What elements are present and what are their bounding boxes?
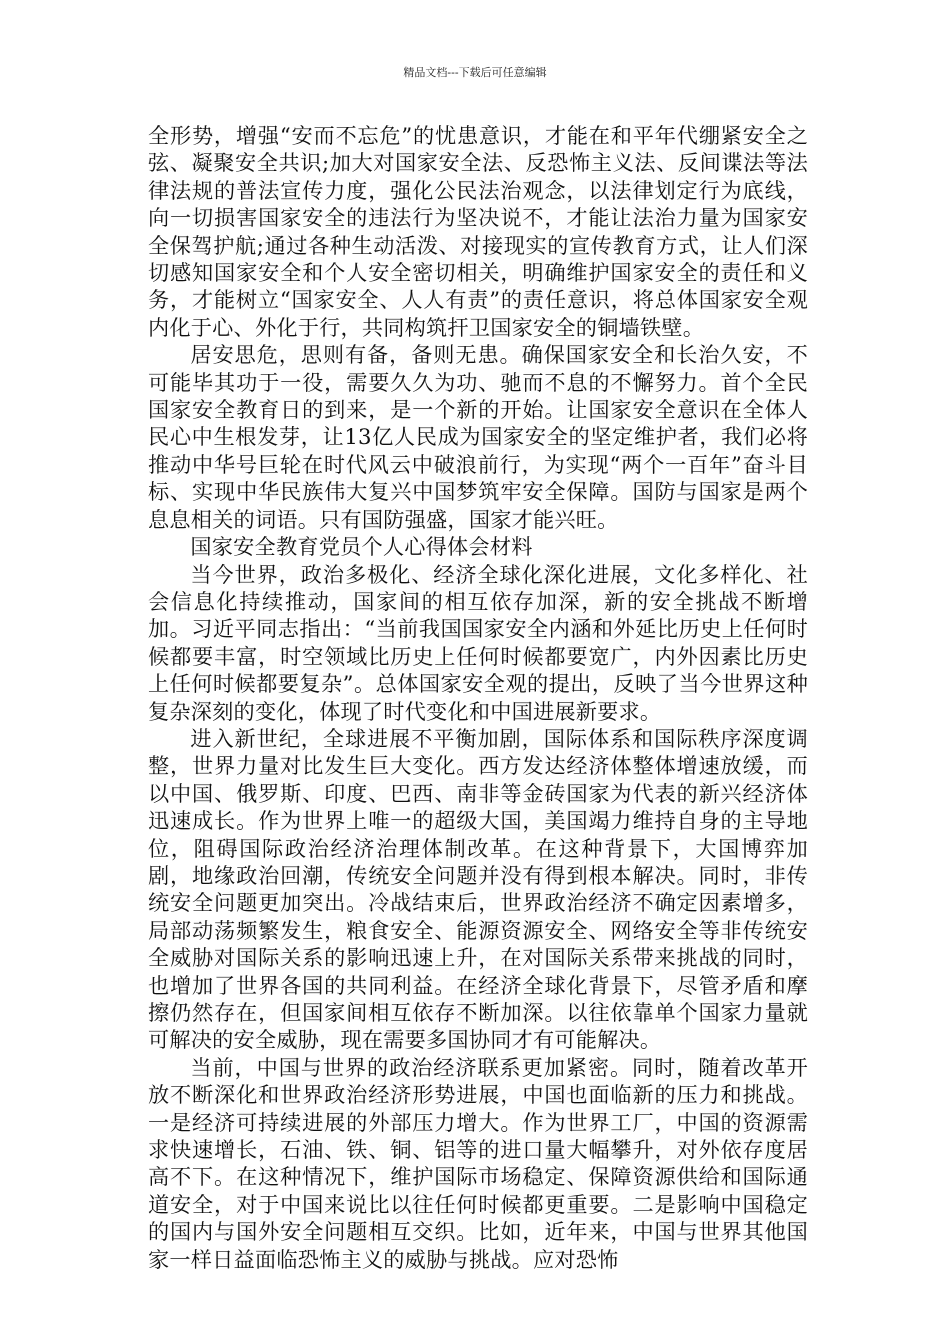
- document-body: [148, 122, 808, 1273]
- section-title: 国家安全教育党员个人心得体会材料: [190, 534, 533, 560]
- paragraph: 当今世界，政治多极化、经济全球化深化进展，文化多样化、社会信息化持续推动，国家间的相互依存加深，新的安全挑战不断增加。习近平同志指出：“当前我国国家安全内涵和外延比历史上任何时候都要丰富，时空领域比历史上任何时候都要宽广，内外因素比历史上任何时候都要复杂”。总体国家安全观的提出，反映了当今世界这种复杂深刻的变化，体现了时代变化和中国进展新要求。: [148, 561, 808, 724]
- paragraph: 进入新世纪，全球进展不平衡加剧，国际体系和国际秩序深度调整，世界力量对比发生巨大变化。西方发达经济体整体增速放缓，而以中国、俄罗斯、印度、巴西、南非等金砖国家为代表的新兴经济体迅速成长。作为世界上唯一的超级大国，美国竭力维持自身的主导地位，阻碍国际政治经济治理体制改革。在这种背景下，大国博弈加剧，地缘政治回潮，传统安全问题并没有得到根本解决。同时，非传统安全问题更加突出。冷战结束后，世界政治经济不确定因素增多，局部动荡频繁发生，粮食安全、能源资源安全、网络安全等非传统安全威胁对国际关系的影响迅速上升，在对国际关系带来挑战的同时，也增加了世界各国的共同利益。在经济全球化背景下，尽管矛盾和摩擦仍然存在，但国家间相互依存不断加深。以往依靠单个国家力量就可解决的安全威胁，现在需要多国协同才有可能解决。: [148, 725, 808, 1053]
- paragraph: 居安思危，思则有备，备则无患。确保国家安全和长治久安，不可能毕其功于一役，需要久久为功、驰而不息的不懈努力。首个全民国家安全教育日的到来，是一个新的开始。让国家安全意识在全体人民心中生根发芽，让13亿人民成为国家安全的坚定维护者，我们必将推动中华号巨轮在时代风云中破浪前行，为实现“两个一百年”奋斗目标、实现中华民族伟大复兴中国梦筑牢安全保障。国防与国家是两个息息相关的词语。只有国防强盛，国家才能兴旺。: [148, 342, 808, 532]
- page-header: 精品文档---下载后可任意编辑: [403, 66, 547, 79]
- paragraph: 当前，中国与世界的政治经济联系更加紧密。同时，随着改革开放不断深化和世界政治经济形势进展，中国也面临新的压力和挑战。一是经济可持续进展的外部压力增大。作为世界工厂，中国的资源需求快速增长，石油、铁、铜、铝等的进口量大幅攀升，对外依存度居高不下。在这种情况下，维护国际市场稳定、保障资源供给和国际通道安全，对于中国来说比以往任何时候都更重要。二是影响中国稳定的国内与国外安全问题相互交织。比如，近年来，中国与世界其他国家一样日益面临恐怖主义的威胁与挑战。应对恐怖: [148, 1054, 808, 1272]
- paragraph-continuation: 全形势，增强“安而不忘危”的忧患意识，才能在和平年代绷紧安全之弦、凝聚安全共识;加大对国家安全法、反恐怖主义法、反间谍法等法律法规的普法宣传力度，强化公民法治观念，以法律划定行为底线，向一切损害国家安全的违法行为坚决说不，才能让法治力量为国家安全保驾护航;通过各种生动活泼、对接现实的宣传教育方式，让人们深切感知国家安全和个人安全密切相关，明确维护国家安全的责任和义务，才能树立“国家安全、人人有责”的责任意识，将总体国家安全观内化于心、外化于行，共同构筑扞卫国家安全的铜墙铁壁。: [148, 123, 808, 340]
